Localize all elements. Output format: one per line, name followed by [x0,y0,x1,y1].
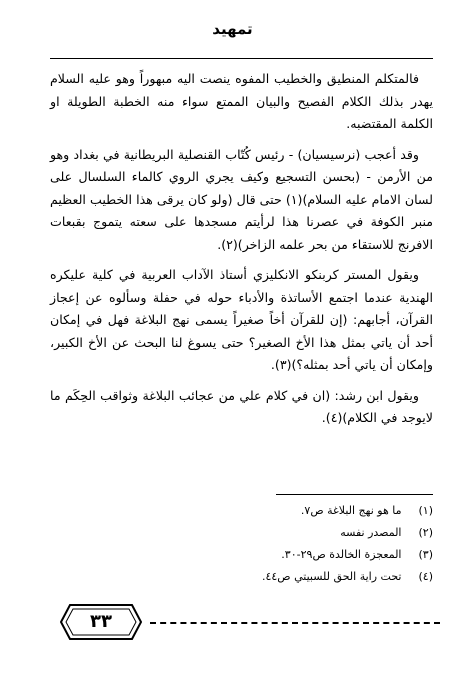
footnote-text: المصدر نفسه [340,526,402,539]
footnote-number: (٤) [418,570,433,583]
footnote-item [50,566,433,588]
body-text [50,68,433,438]
footnote-text: المعجزة الخالدة ص٢٩-٣٠. [281,548,402,561]
footnote-item [50,522,433,544]
paragraph-3: ويقول المستر كربنكو الانكليزي أستاذ الآداب العربية في كلية عليكره الهندية عندما اجتمع الأساتذة والأدباء حوله في حفلة وسألوه عن إعجاز القرآن، أجابهم: (إن للقرآن أخاً صغيراً يسمى نهج البلاغة فهل في إمكان أحد أن ياتي بمثل هذا الأخ الصغير؟ حتى يسوغ لنا البحث عن الأخ الكبير، وإمكان أن ياتي أحد بمثله؟)(٣). [50,267,433,372]
paragraph-4: ويقول ابن رشد: (ان في كلام علي من عجائب البلاغة وثواقب الحِكَم ما لايوجد في الكلام)(٤). [50,387,433,425]
paragraph-1: فالمتكلم المنطيق والخطيب المفوه ينصت اليه مبهوراً وهو عليه السلام يهدر بذلك الكلام الفصيح والبيان الممتع سواء منه الخطبة الطويلة او الكلمة المقتضبه. [50,71,433,131]
footnote-text: ما هو نهج البلاغة ص٧. [300,504,402,517]
header-divider [50,58,433,59]
footnote-number: (١) [418,504,433,517]
page-footer [40,598,440,648]
page-number: ٣٣ [90,611,112,632]
footnote-item [50,500,433,522]
footnote-text: تحت راية الحق للسبيتي ص٤٤. [261,570,402,583]
footnote-number: (٣) [418,548,433,561]
paragraph-2: وقد أعجب (نرسيسيان) - رئيس كُتّاب القنصلية البريطانية في بغداد وهو من الأرمن - (بحسن التسجيع وكيف يجري الروي كالماء السلسال على لسان الامام عليه السلام)(١) حتى قال (ولو كان يرقى هذا الخطيب العظيم منبر الكوفة في عصرنا هذا لرأيتم مسجدها على سعته يتموج بقبعات الافرنج للاستقاء من بحر علمه الزاخر)(٢). [50,146,433,252]
footnote-number: (٢) [418,526,433,539]
footer-dashed-rule [150,622,440,624]
page-number-badge [60,604,142,640]
footnote-item [50,544,433,566]
footnotes-list [50,500,433,588]
page-title: تمهيد [212,20,253,38]
footnote-divider [276,494,433,495]
